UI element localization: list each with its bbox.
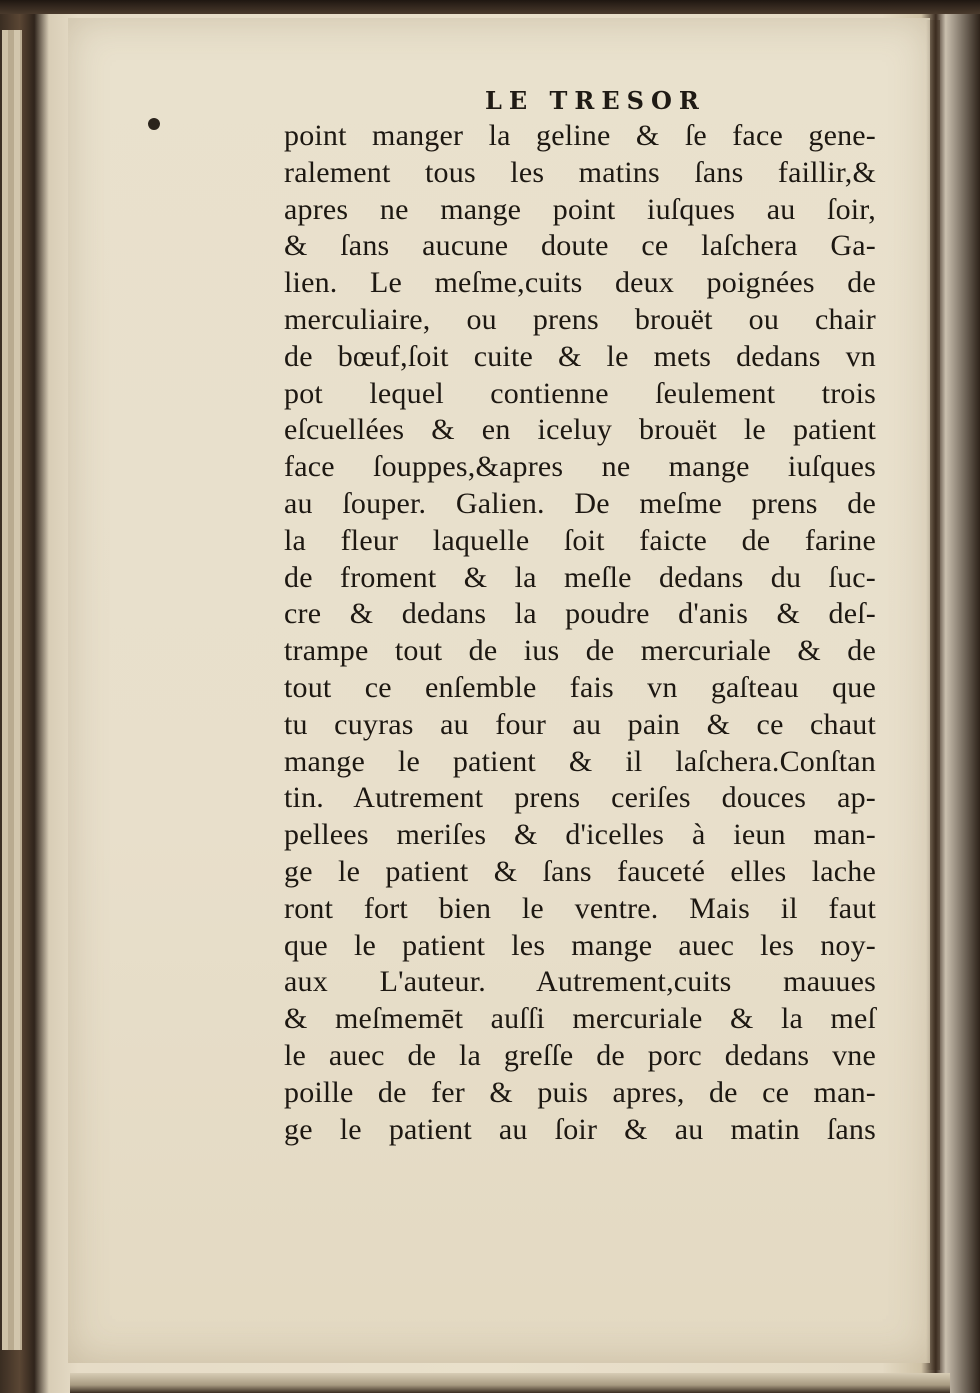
text-line: tu cuyras au four au pain & ce chaut bbox=[284, 707, 876, 741]
book-top-edge bbox=[0, 0, 980, 14]
text-line: pot lequel contienne ſeulement trois bbox=[284, 376, 876, 410]
text-line: poille de fer & puis apres, de ce man- bbox=[284, 1075, 876, 1109]
text-line: aux L'auteur. Autrement,cuits mauues bbox=[284, 965, 876, 999]
text-line: cre & dedans la poudre d'anis & deſ- bbox=[284, 597, 876, 631]
text-line: au ſouper. Galien. De meſme prens de bbox=[284, 486, 876, 520]
text-line: ront fort bien le ventre. Mais il faut bbox=[284, 891, 876, 925]
text-line: eſcuellées & en iceluy brouët le patient bbox=[284, 413, 876, 447]
text-line: lien. Le meſme,cuits deux poignées de bbox=[284, 266, 876, 300]
text-line: merculiaire, ou prens brouët ou chair bbox=[284, 302, 876, 336]
text-line: la fleur laquelle ſoit faicte de farine bbox=[284, 523, 876, 557]
text-line: tout ce enſemble fais vn gaſteau que bbox=[284, 670, 876, 704]
text-line: ge le patient & ſans fauceté elles lache bbox=[284, 854, 876, 888]
text-line: ge le patient au ſoir & au matin ſans bbox=[284, 1112, 876, 1146]
text-line: de bœuf,ſoit cuite & le mets dedans vn bbox=[284, 339, 876, 373]
text-line: ralement tous les matins ſans faillir,& bbox=[284, 155, 876, 189]
text-line: le auec de la greſſe de porc dedans vne bbox=[284, 1038, 876, 1072]
text-line: tin. Autrement prens ceriſes douces ap- bbox=[284, 781, 876, 815]
text-line: trampe tout de ius de mercuriale & de bbox=[284, 634, 876, 668]
text-line: de froment & la meſle dedans du ſuc- bbox=[284, 560, 876, 594]
running-head: LE TRESOR bbox=[485, 86, 706, 115]
text-line: face ſouppes,&apres ne mange iuſques bbox=[284, 450, 876, 484]
book-bottom-edge bbox=[70, 1373, 950, 1393]
body-text bbox=[284, 118, 876, 1148]
text-line: pellees meriſes & d'icelles à ieun man- bbox=[284, 818, 876, 852]
page-stack-edges bbox=[20, 30, 72, 1350]
text-line: & meſmemēt auſſi mercuriale & la meſ bbox=[284, 1002, 876, 1036]
text-line: point manger la geline & ſe face gene- bbox=[284, 119, 876, 152]
text-line: mange le patient & il laſchera.Conſtan bbox=[284, 744, 876, 778]
text-line: que le patient les mange auec les noy- bbox=[284, 928, 876, 962]
text-line: & ſans aucune doute ce laſchera Ga- bbox=[284, 229, 876, 263]
gutter-shadow bbox=[926, 20, 940, 1370]
text-line: apres ne mange point iuſques au ſoir, bbox=[284, 192, 876, 226]
margin-ink-mark bbox=[148, 118, 160, 130]
